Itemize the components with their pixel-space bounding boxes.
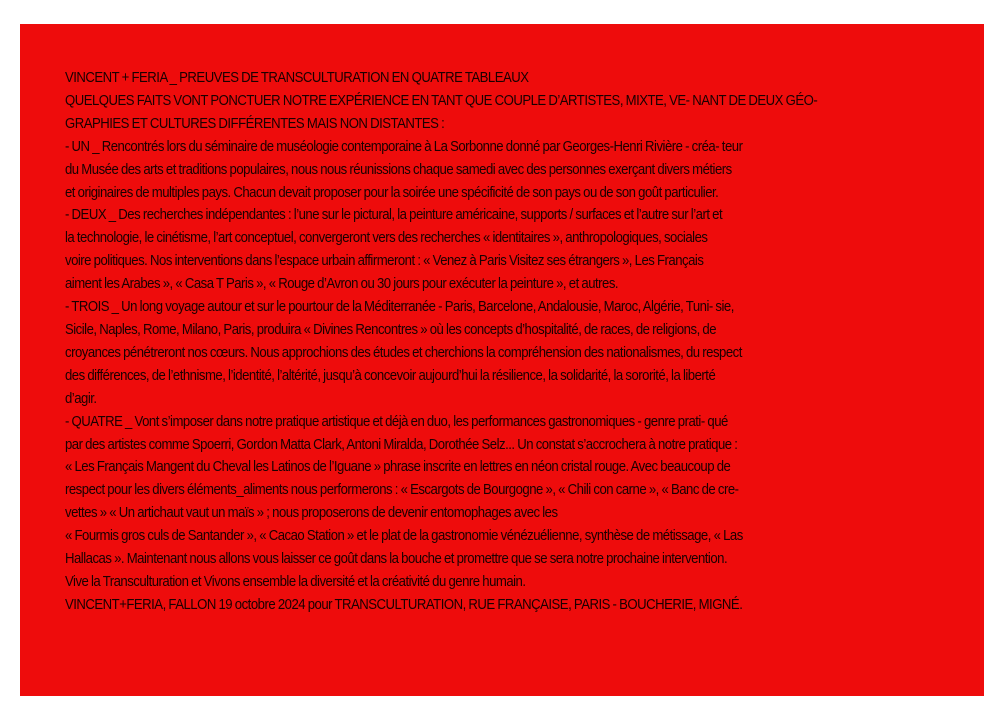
section-trois-line: d’agir. xyxy=(65,390,97,407)
section-un-line: - UN _ Rencontrés lors du séminaire de muséologie contemporaine à La Sorbonne donné par Georges-Henri Rivière - créa- teur xyxy=(65,138,743,155)
section-deux-line: aiment les Arabes », « Casa T Paris », « Rouge d’Avron ou 30 jours pour exécuter la peinture », et autres. xyxy=(65,276,619,293)
intro-line: QUELQUES FAITS VONT PONCTUER NOTRE EXPÉRIENCE EN TANT QUE COUPLE D’ARTISTES, MIXTE, VE- NANT DE DEUX GÉO- xyxy=(65,92,818,109)
intro-line: GRAPHIES ET CULTURES DIFFÉRENTES MAIS NON DISTANTES : xyxy=(65,115,445,132)
title-line: VINCENT + FERIA _ PREUVES DE TRANSCULTURATION EN QUATRE TABLEAUX xyxy=(65,70,529,86)
section-deux-line: la technologie, le cinétisme, l’art conceptuel, convergeront vers des recherches « identitaires », anthropologiques, sociales xyxy=(65,230,708,247)
red-text-panel xyxy=(20,24,984,696)
section-quatre-line: vettes » « Un artichaut vaut un maïs » ; nous proposerons de devenir entomophages avec les xyxy=(65,505,558,522)
signature-line: VINCENT+FERIA, FALLON 19 octobre 2024 pour TRANSCULTURATION, RUE FRANÇAISE, PARIS - BOUCHERIE, MIGNÉ. xyxy=(65,596,743,613)
section-quatre-line: « Les Français Mangent du Cheval les Latinos de l’Iguane » phrase inscrite en lettres en néon cristal rouge. Avec beaucoup de xyxy=(65,459,731,476)
manifesto-text xyxy=(65,67,957,617)
section-trois-line: croyances pénétreront nos cœurs. Nous approchions des études et cherchions la compréhension des nationalismes, du respect xyxy=(65,344,742,361)
section-un-line: du Musée des arts et traditions populaires, nous nous réunissions chaque samedi avec des personnes exerçant divers métiers xyxy=(65,161,732,178)
section-quatre-line: par des artistes comme Spoerri, Gordon Matta Clark, Antoni Miralda, Dorothée Selz... Un constat s’accrochera à notre pratique : xyxy=(65,436,738,453)
section-trois-line: des différences, de l’ethnisme, l’identité, l’altérité, jusqu’à concevoir aujourd’hui la résilience, la solidarité, la sororité, la liberté xyxy=(65,367,716,384)
closing-line: Vive la Transculturation et Vivons ensemble la diversité et la créativité du genre humain. xyxy=(65,573,526,590)
section-quatre-line: respect pour les divers éléments_aliments nous performerons : « Escargots de Bourgogne », « Chili con carne », « Banc de cre- xyxy=(65,482,739,499)
section-deux-line: voire politiques. Nos interventions dans l’espace urbain affirmeront : « Venez à Paris Visitez ses étrangers », Les Français xyxy=(65,253,704,270)
section-quatre-line: « Fourmis gros culs de Santander », « Cacao Station » et le plat de la gastronomie vénézuélienne, synthèse de métissage, « Las xyxy=(65,528,743,545)
section-quatre-line: Hallacas ». Maintenant nous allons vous laisser ce goût dans la bouche et promettre que se sera notre prochaine intervention. xyxy=(65,551,728,568)
section-quatre-line: - QUATRE _ Vont s’imposer dans notre pratique artistique et déjà en duo, les performances gastronomiques - genre prati- qué xyxy=(65,413,728,430)
section-un-line: et originaires de multiples pays. Chacun devait proposer pour la soirée une spécificité de son pays ou de son goût particulier. xyxy=(65,184,719,201)
section-deux-line: - DEUX _ Des recherches indépendantes : l’une sur le pictural, la peinture américaine, supports / surfaces et l’autre sur l’art et xyxy=(65,207,723,224)
section-trois-line: - TROIS _ Un long voyage autour et sur le pourtour de la Méditerranée - Paris, Barcelone, Andalousie, Maroc, Algérie, Tuni- sie, xyxy=(65,299,734,316)
section-trois-line: Sicile, Naples, Rome, Milano, Paris, produira « Divines Rencontres » où les concepts d’hospitalité, de races, de religions, de xyxy=(65,321,717,338)
